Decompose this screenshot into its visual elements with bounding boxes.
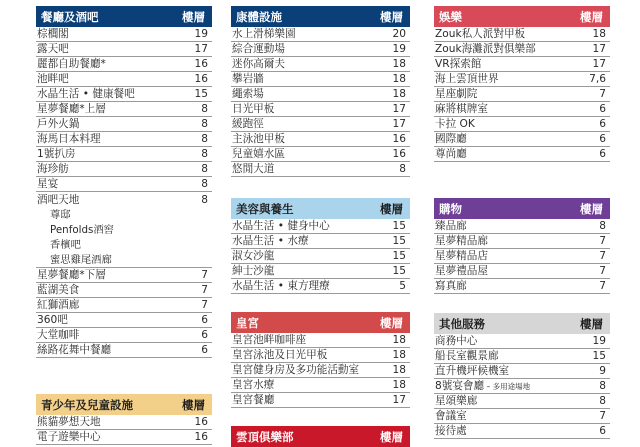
item-name: 海珍舫 [37,162,69,175]
list-item [36,42,212,57]
list-item-bar [36,192,212,268]
list-item [231,57,410,72]
list-item [434,249,610,264]
shopping-header [434,198,610,219]
item-name: 繩索場 [232,87,264,100]
list-item [36,27,212,42]
column-right [434,0,610,447]
item-floor: 19 [392,42,406,55]
item-floor: 7 [201,298,208,311]
list-item [434,409,610,424]
item-name: 皇宮健身房及多功能活動室 [232,363,360,376]
item-floor: 8 [201,162,208,175]
sub-item: 尊邸 [50,209,71,221]
list-item [36,87,212,102]
item-name: 海上雲頂世界 [435,72,499,85]
entertainment-list [434,27,610,162]
item-name: VR探索館 [435,57,482,70]
club-floor-label: 樓層 [380,429,403,444]
item-name: 星夢禮品屋 [435,264,488,277]
entertainment-header [434,6,610,27]
item-name: 星夢餐廳*上層 [37,102,106,115]
list-item [434,27,610,42]
palace-title: 皇宮 [236,315,259,330]
shopping-section [434,198,610,294]
list-item [231,87,410,102]
item-floor: 6 [599,132,606,145]
palace-floor-label: 樓層 [380,315,403,330]
item-name: 酒吧天地 [37,194,80,206]
item-floor: 16 [194,430,208,443]
item-name: 星宴 [37,177,59,190]
sub-item: Penfolds酒窖 [50,224,114,236]
item-floor: 15 [592,349,606,362]
item-name: 兒童嬉水區 [232,147,285,160]
entertainment-section [434,6,610,162]
list-item [434,334,610,349]
item-floor: 18 [392,57,406,70]
beauty-header [231,198,410,219]
item-name: 綜合運動場 [232,42,285,55]
sports-section [231,6,410,177]
list-item [434,394,610,409]
item-name: 8號宴會廳 – 多用途場地 [435,379,531,392]
list-item [434,364,610,379]
list-item [36,430,212,445]
kids-header [36,394,212,415]
item-floor: 8 [201,147,208,160]
list-item [434,264,610,279]
list-item [434,379,610,394]
item-floor: 18 [392,72,406,85]
item-name: 攀岩牆 [232,72,264,85]
item-floor: 16 [194,72,208,85]
item-name: 星頌樂廊 [435,394,478,407]
list-item [434,132,610,147]
palace-section [231,312,410,408]
list-item [434,424,610,439]
item-floor: 8 [399,162,406,175]
item-floor: 15 [194,87,208,100]
item-floor: 6 [201,343,208,356]
item-floor: 6 [599,424,606,437]
item-name: 商務中心 [435,334,478,347]
item-name: Zouk私人派對甲板 [435,27,526,40]
list-item [231,102,410,117]
item-name: 水晶生活 • 東方理療 [232,279,330,292]
food-list [36,27,212,358]
club-header [231,426,410,447]
item-name: 日光甲板 [232,102,275,115]
item-name: 淑女沙龍 [232,249,275,262]
item-name: 主泳池甲板 [232,132,285,145]
item-name: 麻將棋牌室 [435,102,488,115]
item-name: 皇宮泳池及日光甲板 [232,348,328,361]
item-floor: 18 [392,378,406,391]
item-floor: 18 [392,87,406,100]
list-item [231,27,410,42]
item-floor: 18 [592,27,606,40]
sub-item: 香檳吧 [50,239,81,251]
item-name: 船長室觀景廊 [435,349,499,362]
item-floor: 18 [392,363,406,376]
item-floor: 7 [201,283,208,296]
list-item [36,343,212,358]
item-name: 池畔吧 [37,72,69,85]
item-name: 藍湖美食 [37,283,80,296]
item-floor: 17 [592,57,606,70]
item-floor: 7 [599,264,606,277]
list-item [231,279,410,294]
item-floor: 7 [599,87,606,100]
food-floor-label: 樓層 [182,9,205,24]
item-name: 皇宮水療 [232,378,275,391]
item-floor: 7 [599,249,606,262]
item-floor: 16 [194,415,208,428]
item-floor: 16 [392,132,406,145]
palace-list [231,333,410,408]
item-floor: 17 [592,42,606,55]
list-item [36,313,212,328]
item-name: 絲路花舞中餐廳 [37,343,112,356]
item-name: 星座劇院 [435,87,478,100]
item-name: 棕櫚閣 [37,27,69,40]
list-item [36,147,212,162]
kids-title: 青少年及兒童設施 [41,397,133,412]
item-floor: 8 [201,194,208,206]
item-name: 星夢精品廊 [435,234,488,247]
list-item [231,264,410,279]
item-floor: 9 [599,364,606,377]
list-item [36,57,212,72]
item-name: 水晶生活 • 健身中心 [232,219,330,232]
entertainment-floor-label: 樓層 [580,9,603,24]
item-floor: 7 [201,268,208,281]
list-item [434,57,610,72]
item-name: 1號扒房 [37,147,76,160]
item-floor: 15 [392,264,406,277]
item-name: 皇宮餐廳 [232,393,275,406]
list-item [231,219,410,234]
item-floor: 6 [599,102,606,115]
item-floor: 15 [392,249,406,262]
other-header [434,313,610,334]
list-item [36,283,212,298]
list-item [231,393,410,408]
item-floor: 6 [599,147,606,160]
club-title: 雲頂俱樂部 [236,429,294,444]
item-floor: 7 [599,279,606,292]
item-name: 電子遊樂中心 [37,430,101,443]
item-floor: 6 [201,313,208,326]
item-floor: 17 [392,393,406,406]
item-name: 直升機坪候機室 [435,364,510,377]
kids-list [36,415,212,445]
food-title: 餐廳及酒吧 [41,9,99,24]
item-name: 露天吧 [37,42,69,55]
other-title: 其他服務 [439,316,485,331]
list-item [434,87,610,102]
item-floor: 6 [201,328,208,341]
beauty-section [231,198,410,294]
list-item [36,132,212,147]
item-floor: 7 [599,409,606,422]
item-floor: 8 [599,394,606,407]
item-floor: 17 [194,42,208,55]
entertainment-title: 娛樂 [439,9,462,24]
item-name: 熊貓夢想天地 [37,415,101,428]
item-floor: 5 [399,279,406,292]
beauty-floor-label: 樓層 [380,201,403,216]
food-section [36,6,212,358]
list-item [231,333,410,348]
list-item [434,279,610,294]
bar-sublist [37,208,208,268]
item-name: 迷你高爾夫 [232,57,285,70]
shopping-floor-label: 樓層 [580,201,603,216]
list-item [434,42,610,57]
list-item [36,162,212,177]
item-name: 水晶生活 • 水療 [232,234,309,247]
item-floor: 19 [592,334,606,347]
item-name: 皇宮池畔咖啡座 [232,333,307,346]
item-name: 紳士沙龍 [232,264,275,277]
list-item [231,234,410,249]
item-name: 悠閒大道 [232,162,275,175]
other-list [434,334,610,439]
item-floor: 6 [599,117,606,130]
sports-title: 康體設施 [236,9,282,24]
shopping-list [434,219,610,294]
list-item [434,349,610,364]
item-name: 水上滑梯樂園 [232,27,296,40]
column-middle [231,0,410,447]
list-item [231,378,410,393]
item-note: – 多用途場地 [484,381,531,391]
item-floor: 7,6 [589,72,606,85]
list-item [434,219,610,234]
item-name: 接待處 [435,424,467,437]
list-item [36,117,212,132]
list-item [231,348,410,363]
item-name: 360吧 [37,313,68,326]
item-name: 星夢精品店 [435,249,488,262]
list-item [434,72,610,87]
item-floor: 16 [194,57,208,70]
list-item [231,72,410,87]
item-floor: 8 [201,117,208,130]
list-item [36,268,212,283]
list-item [36,415,212,430]
item-floor: 18 [392,333,406,346]
list-item [231,162,410,177]
club-section [231,426,410,447]
item-floor: 19 [194,27,208,40]
column-left [36,0,212,447]
list-item [231,363,410,378]
list-item [36,102,212,117]
item-name: Zouk海灘派對俱樂部 [435,42,536,55]
item-floor: 16 [392,147,406,160]
item-name: 國際廳 [435,132,467,145]
item-floor: 15 [392,234,406,247]
item-floor: 15 [392,219,406,232]
item-floor: 7 [599,234,606,247]
item-floor: 8 [599,219,606,232]
item-name: 大堂咖啡 [37,328,80,341]
list-item [434,117,610,132]
list-item [231,117,410,132]
item-name: 寫真廊 [435,279,467,292]
item-name: 臻品廊 [435,219,467,232]
item-floor: 8 [201,102,208,115]
list-item [36,328,212,343]
item-floor: 8 [201,132,208,145]
sub-item: 蜜思雞尾酒廊 [50,254,112,266]
item-name: 卡拉 OK [435,117,475,130]
item-floor: 8 [201,177,208,190]
list-item [231,132,410,147]
list-item [231,42,410,57]
item-floor: 20 [392,27,406,40]
item-name: 緩跑徑 [232,117,264,130]
list-item [36,72,212,87]
item-name: 星夢餐廳*下層 [37,268,106,281]
list-item [36,177,212,192]
item-name: 會議室 [435,409,467,422]
item-name: 水晶生活 • 健康餐吧 [37,87,135,100]
item-floor: 18 [392,348,406,361]
sports-list [231,27,410,177]
item-floor: 17 [392,102,406,115]
item-name: 尊尚廳 [435,147,467,160]
shopping-title: 購物 [439,201,462,216]
item-name: 紅獅酒廊 [37,298,80,311]
food-header [36,6,212,27]
list-item [434,102,610,117]
sports-floor-label: 樓層 [380,9,403,24]
sports-header [231,6,410,27]
item-floor: 8 [599,379,606,392]
palace-header [231,312,410,333]
item-name: 麗都自助餐廳* [37,57,106,70]
beauty-list [231,219,410,294]
kids-floor-label: 樓層 [182,397,205,412]
kids-section [36,394,212,445]
item-name: 海馬日本料理 [37,132,101,145]
item-floor: 17 [392,117,406,130]
other-section [434,313,610,439]
list-item [231,147,410,162]
item-name: 戶外火鍋 [37,117,80,130]
list-item [434,234,610,249]
list-item [434,147,610,162]
list-item [36,298,212,313]
list-item [231,249,410,264]
beauty-title: 美容與養生 [236,201,294,216]
other-floor-label: 樓層 [580,316,603,331]
